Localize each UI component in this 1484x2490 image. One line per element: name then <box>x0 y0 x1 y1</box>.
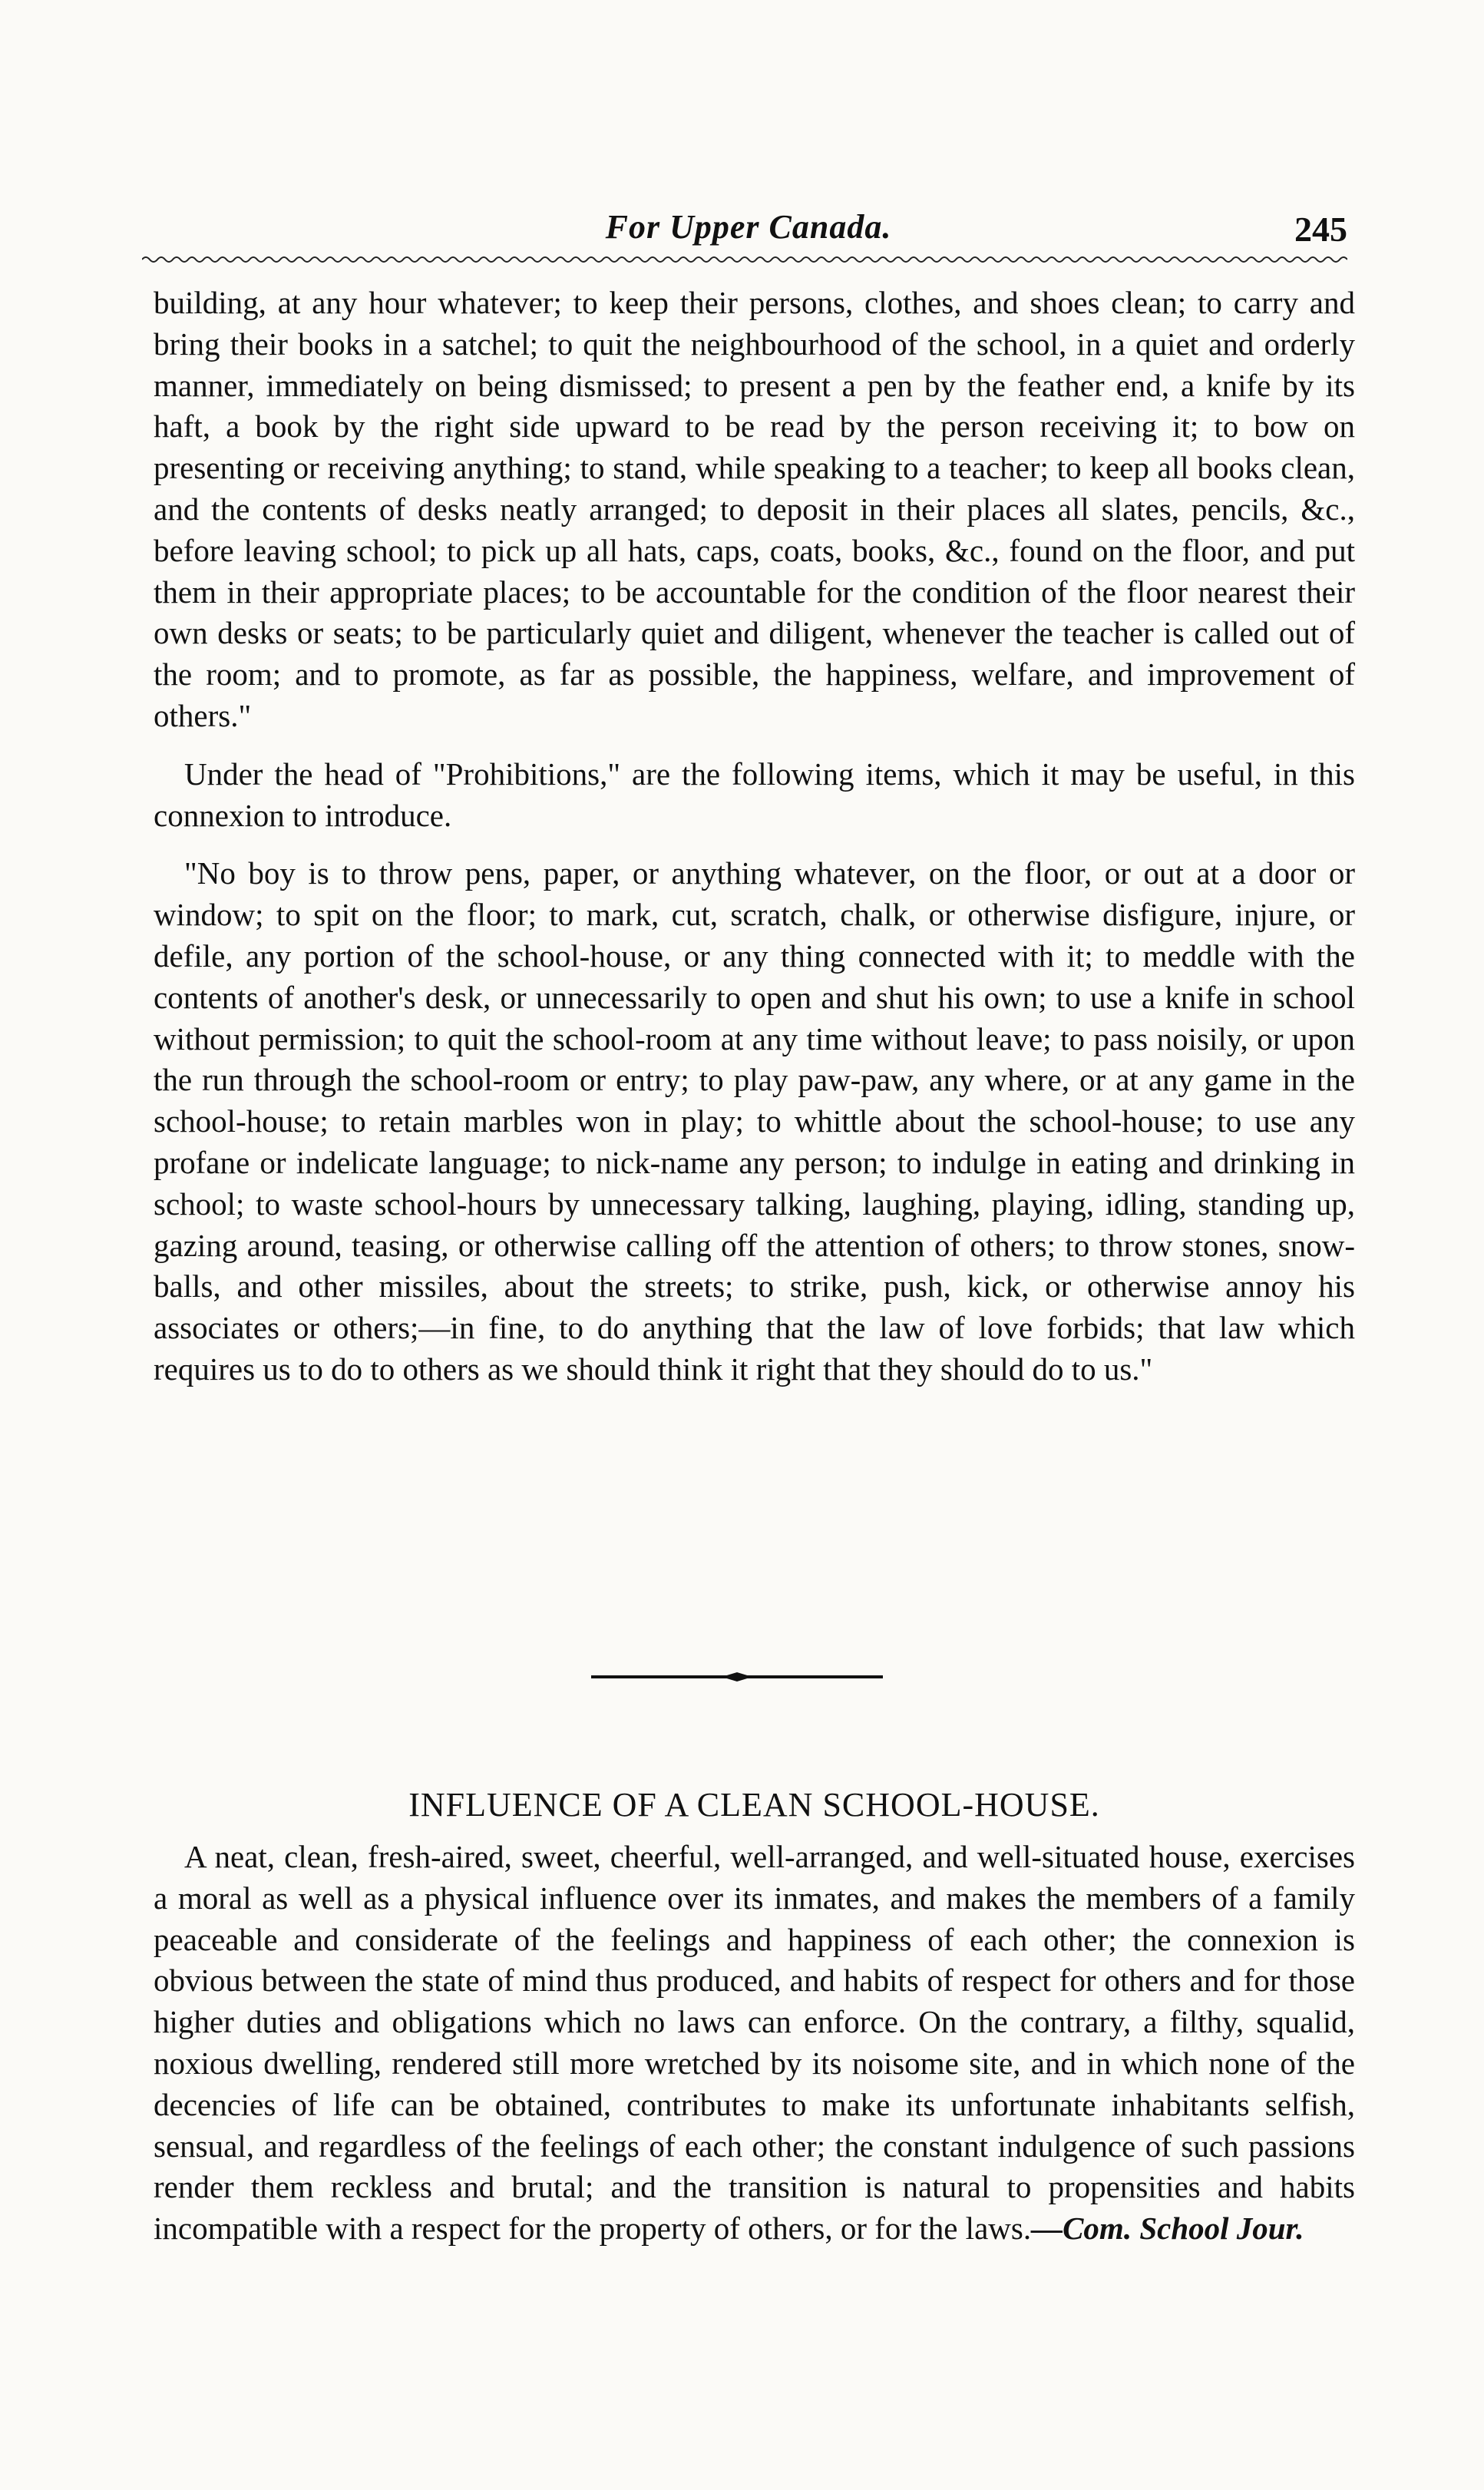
running-head: For Upper Canada. <box>605 208 892 246</box>
section-body-text: A neat, clean, fresh-aired, sweet, cheerful, well-arranged, and well-situated house, exercises a moral as well as a physical influence over its inmates, and makes the members of a family peaceable and considerate of the feelings and happiness of each other; the connexion is obvious between the state of mind thus produced, and habits of respect for others and for those higher duties and obligations which no laws can enforce. On the contrary, a filthy, squalid, noxious dwelling, rendered still more wretched by its noisome site, and in which none of the decencies of life can be obtained, contributes to make its unfortunate inhabitants selfish, sensual, and regardless of the feelings of each other; the constant indulgence of such passions render them reckless and brutal; and the transition is natural to propensities and habits incompatible with a respect for the property of others, or for the laws. <box>154 1839 1355 2247</box>
section-title: INFLUENCE OF A CLEAN SCHOOL-HOUSE. <box>408 1785 1100 1824</box>
source-attribution: —Com. School Jour. <box>1031 2211 1304 2247</box>
paragraph-prohibitions-list: "No boy is to throw pens, paper, or anything whatever, on the floor, or out at a door or window; to spit on the floor; to mark, cut, scratch, chalk, or otherwise disfigure, injure, or defile, any portion of the school-house, or any thing connected with it; to meddle with the contents of another's desk, or unnecessarily to open and shut his own; to use a knife in school without permission; to quit the school-room at any time without leave; to pass noisily, or upon the run through the school-room or entry; to play paw-paw, any where, or at any game in the school-house; to retain marbles won in play; to whittle about the school-house; to use any profane or indelicate language; to nick-name any person; to indulge in eating and drinking in school; to waste school-hours by unnecessary talking, laughing, playing, idling, standing up, gazing around, teasing, or otherwise calling off the attention of others; to throw stones, snow-balls, and other missiles, about the streets; to strike, push, kick, or otherwise annoy his associates or others;—in fine, to do anything that the law of love forbids; that law which requires us to do to others as we should think it right that they should do to us." <box>154 855 1355 1387</box>
section-body <box>154 1837 1355 2250</box>
section-divider-ornament <box>591 1672 883 1681</box>
header-wavy-rule <box>142 253 1347 269</box>
page-number: 245 <box>1294 210 1347 249</box>
paragraph-clean-school-house <box>154 1837 1355 2250</box>
paragraph-prohibitions-intro: Under the head of "Prohibitions," are the following items, which it may be useful, in this connexion to introduce. <box>154 756 1355 833</box>
page-header <box>142 207 1347 253</box>
top-passage <box>154 283 1355 1390</box>
paragraph-duties: building, at any hour whatever; to keep their persons, clothes, and shoes clean; to carry and bring their books in a satchel; to quit the neighbourhood of the school, in a quiet and orderly manner, immediately on being dismissed; to present a pen by the feather end, a knife by its haft, a book by the right side upward to be read by the person receiving it; to bow on presenting or receiving anything; to stand, while speaking to a teacher; to keep all books clean, and the contents of desks neatly arranged; to deposit in their places all slates, pencils, &c., before leaving school; to pick up all hats, caps, coats, books, &c., found on the floor, and put them in their appropriate places; to be accountable for the condition of the floor nearest their own desks or seats; to be particularly quiet and diligent, whenever the teacher is called out of the room; and to promote, as far as possible, the happiness, welfare, and improvement of others." <box>154 285 1355 733</box>
